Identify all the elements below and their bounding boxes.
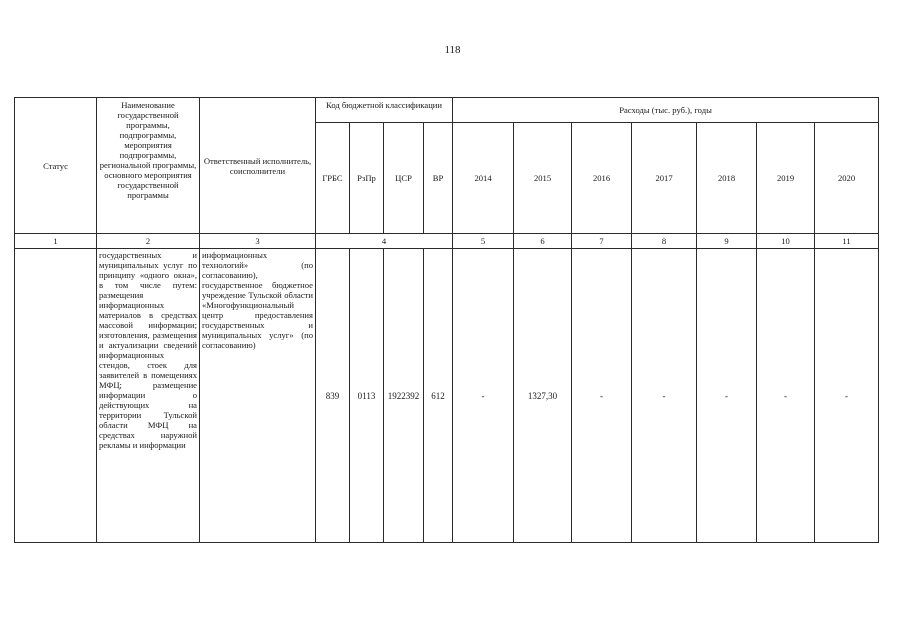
row-value-2020: - xyxy=(815,249,879,543)
row-grbs: 839 xyxy=(316,249,350,543)
row-value-2014: - xyxy=(453,249,514,543)
column-number: 11 xyxy=(815,234,879,249)
column-number: 4 xyxy=(316,234,453,249)
header-budget-code: Код бюджетной классификации xyxy=(316,98,453,123)
row-status xyxy=(15,249,97,543)
column-number: 8 xyxy=(632,234,697,249)
row-csr: 1922392 xyxy=(384,249,424,543)
table-row xyxy=(15,249,879,543)
row-value-2015: 1327,30 xyxy=(514,249,572,543)
column-number: 9 xyxy=(697,234,757,249)
header-name: Наименование государственной программы, подпрограммы, мероприятия подпрограммы, региональной программы, основного мероприятия государственной программы xyxy=(97,98,200,234)
header-year-2014: 2014 xyxy=(453,123,514,234)
header-year-2015: 2015 xyxy=(514,123,572,234)
row-vr: 612 xyxy=(424,249,453,543)
column-number: 10 xyxy=(757,234,815,249)
header-code-vr: ВР xyxy=(424,123,453,234)
row-value-2017: - xyxy=(632,249,697,543)
row-value-2016: - xyxy=(572,249,632,543)
row-value-2018: - xyxy=(697,249,757,543)
page-number: 118 xyxy=(444,44,461,56)
column-number: 2 xyxy=(97,234,200,249)
header-year-2019: 2019 xyxy=(757,123,815,234)
header-executor: Ответственный исполнитель, соисполнители xyxy=(200,98,316,234)
header-year-2020: 2020 xyxy=(815,123,879,234)
row-name: государственных и муниципальных услуг по принципу «одного окна», в том числе путем: размещения информационных материалов в средствах массовой информации; изготовления, размещения и актуализации сведений информационных стендов, стоек для заявителей в помещениях МФЦ; размещение информации о действующих на территории Тульской области МФЦ на средствах наружной рекламы и информации xyxy=(97,249,200,543)
row-rzpr: 0113 xyxy=(350,249,384,543)
header-code-grbs: ГРБС xyxy=(316,123,350,234)
header-code-csr: ЦСР xyxy=(384,123,424,234)
expenses-table xyxy=(14,97,879,543)
column-number: 5 xyxy=(453,234,514,249)
row-value-2019: - xyxy=(757,249,815,543)
header-year-2016: 2016 xyxy=(572,123,632,234)
header-year-2018: 2018 xyxy=(697,123,757,234)
header-row-top xyxy=(15,98,879,123)
row-executor: информационных технологий» (по согласованию), государственное бюджетное учреждение Тульской области «Многофункциональный центр предоставления государственных и муниципальных услуг» (по согласованию) xyxy=(200,249,316,543)
header-code-rzpr: РзПр xyxy=(350,123,384,234)
column-number-row xyxy=(15,234,879,249)
column-number: 1 xyxy=(15,234,97,249)
header-year-2017: 2017 xyxy=(632,123,697,234)
column-number: 3 xyxy=(200,234,316,249)
header-expenses: Расходы (тыс. руб.), годы xyxy=(453,98,879,123)
column-number: 7 xyxy=(572,234,632,249)
header-status: Статус xyxy=(15,98,97,234)
column-number: 6 xyxy=(514,234,572,249)
